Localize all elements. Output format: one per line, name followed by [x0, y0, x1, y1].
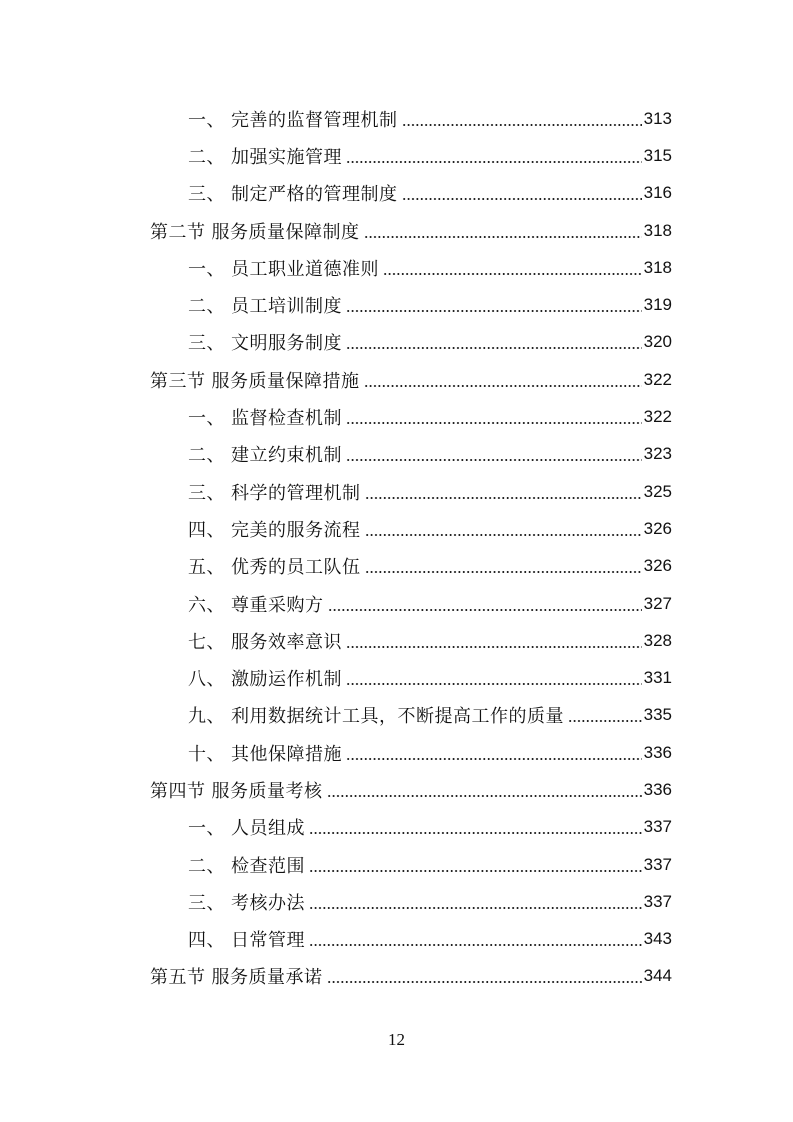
toc-entry-title — [188, 665, 342, 691]
toc-entry-number: 三、 — [188, 333, 225, 355]
toc-entry-text: 激励运作机制 — [231, 669, 342, 691]
toc-entry-title — [188, 553, 361, 579]
toc-entry-page: 323 — [643, 444, 672, 464]
toc-entry-title — [188, 740, 342, 766]
toc-entry-text: 文明服务制度 — [231, 333, 342, 355]
dot-leader — [346, 459, 642, 461]
toc-entry-number: 第三节 — [150, 370, 206, 392]
toc-entry-number: 一、 — [188, 408, 225, 430]
toc-entry-title — [150, 777, 323, 803]
dot-leader — [309, 832, 642, 834]
toc-entry-text: 利用数据统计工具，不断提高工作的质量 — [231, 706, 564, 728]
toc-entry-title — [188, 329, 342, 355]
toc-entry-number: 一、 — [188, 818, 225, 840]
toc-entry-page: 337 — [643, 854, 672, 874]
toc-entry-number: 二、 — [188, 445, 225, 467]
toc-entry-text: 尊重采购方 — [231, 594, 324, 616]
toc-entry-title — [150, 963, 323, 989]
toc-entry-page: 318 — [643, 257, 672, 277]
toc-entry-page: 331 — [643, 668, 672, 688]
toc-item-entry[interactable] — [0, 175, 793, 212]
toc-entry-text: 完善的监督管理机制 — [231, 109, 398, 131]
toc-entry-page: 319 — [643, 295, 672, 315]
page-number: 12 — [388, 1030, 405, 1049]
toc-entry-text: 科学的管理机制 — [231, 482, 361, 504]
toc-entry-text: 服务质量保障措施 — [211, 370, 360, 392]
toc-entry-text: 监督检查机制 — [231, 408, 342, 430]
dot-leader — [365, 571, 642, 573]
toc-entry-text: 员工培训制度 — [231, 296, 342, 318]
toc-entry-title — [188, 479, 361, 505]
toc-entry-number: 三、 — [188, 482, 225, 504]
toc-entry-number: 九、 — [188, 706, 225, 728]
toc-entry-page: 322 — [643, 369, 672, 389]
toc-item-entry[interactable] — [0, 548, 793, 585]
toc-entry-page: 320 — [643, 332, 672, 352]
dot-leader — [309, 870, 642, 872]
toc-entry-page: 326 — [643, 556, 672, 576]
toc-item-entry[interactable] — [0, 921, 793, 958]
toc-section-entry[interactable] — [0, 958, 793, 995]
dot-leader — [346, 347, 642, 349]
dot-leader — [346, 310, 642, 312]
dot-leader — [327, 795, 642, 797]
toc-item-entry[interactable] — [0, 510, 793, 547]
dot-leader — [568, 720, 642, 722]
toc-entry-text: 人员组成 — [231, 818, 305, 840]
toc-item-entry[interactable] — [0, 697, 793, 734]
toc-entry-text: 服务效率意识 — [231, 631, 342, 653]
dot-leader — [402, 124, 642, 126]
toc-entry-number: 十、 — [188, 743, 225, 765]
toc-entry-text: 服务质量保障制度 — [211, 221, 360, 243]
toc-entry-text: 员工职业道德准则 — [231, 258, 379, 280]
toc-entry-title — [188, 106, 398, 132]
toc-entry-number: 一、 — [188, 109, 225, 131]
toc-entry-title — [188, 143, 342, 169]
toc-item-entry[interactable] — [0, 324, 793, 361]
dot-leader — [346, 683, 642, 685]
toc-entry-text: 服务质量考核 — [211, 780, 323, 802]
toc-item-entry[interactable] — [0, 100, 793, 137]
toc-item-entry[interactable] — [0, 659, 793, 696]
toc-entry-page: 337 — [643, 817, 672, 837]
toc-entry-number: 三、 — [188, 184, 225, 206]
toc-entry-number: 二、 — [188, 296, 225, 318]
toc-item-entry[interactable] — [0, 436, 793, 473]
toc-section-entry[interactable] — [0, 212, 793, 249]
dot-leader — [383, 273, 642, 275]
dot-leader — [346, 422, 642, 424]
toc-item-entry[interactable] — [0, 883, 793, 920]
toc-item-entry[interactable] — [0, 137, 793, 174]
toc-entry-text: 服务质量承诺 — [211, 967, 323, 989]
dot-leader — [309, 944, 642, 946]
toc-entry-number: 八、 — [188, 669, 225, 691]
toc-entry-text: 日常管理 — [231, 930, 305, 952]
dot-leader — [346, 646, 642, 648]
toc-entry-text: 制定严格的管理制度 — [231, 184, 398, 206]
toc-entry-title — [188, 814, 305, 840]
toc-entry-title — [188, 628, 342, 654]
toc-entry-title — [188, 180, 398, 206]
toc-entry-text: 完美的服务流程 — [231, 519, 361, 541]
toc-entry-page: 336 — [643, 742, 672, 762]
dot-leader — [346, 758, 642, 760]
toc-entry-page: 336 — [643, 779, 672, 799]
toc-entry-text: 考核办法 — [231, 892, 305, 914]
toc-entry-text: 其他保障措施 — [231, 743, 342, 765]
dot-leader — [328, 609, 642, 611]
toc-entry-page: 335 — [643, 705, 672, 725]
toc-entry-title — [188, 255, 379, 281]
dot-leader — [364, 385, 642, 387]
toc-entry-text: 优秀的员工队伍 — [231, 557, 361, 579]
toc-entry-page: 327 — [643, 593, 672, 613]
toc-entry-title — [188, 516, 361, 542]
toc-entry-number: 二、 — [188, 855, 225, 877]
toc-item-entry[interactable] — [0, 846, 793, 883]
toc-entry-number: 四、 — [188, 930, 225, 952]
toc-item-entry[interactable] — [0, 622, 793, 659]
toc-entry-title — [188, 926, 305, 952]
toc-entry-page: 326 — [643, 518, 672, 538]
dot-leader — [364, 236, 642, 238]
toc-entry-page: 322 — [643, 407, 672, 427]
toc-entry-title — [188, 852, 305, 878]
toc-entry-page: 344 — [643, 966, 672, 986]
toc-entry-number: 第二节 — [150, 221, 206, 243]
dot-leader — [365, 534, 642, 536]
toc-entry-page: 343 — [643, 929, 672, 949]
toc-entry-text: 检查范围 — [231, 855, 305, 877]
toc-entry-text: 建立约束机制 — [231, 445, 342, 467]
toc-entry-page: 316 — [643, 183, 672, 203]
toc-entry-title — [188, 591, 324, 617]
toc-section-entry[interactable] — [0, 361, 793, 398]
toc-entry-title — [188, 441, 342, 467]
toc-entry-title — [150, 218, 360, 244]
toc-entry-number: 七、 — [188, 631, 225, 653]
table-of-contents — [0, 100, 793, 995]
toc-entry-number: 一、 — [188, 258, 225, 280]
toc-entry-number: 四、 — [188, 519, 225, 541]
toc-entry-number: 三、 — [188, 892, 225, 914]
toc-entry-number: 第五节 — [150, 967, 206, 989]
dot-leader — [365, 497, 642, 499]
dot-leader — [402, 198, 642, 200]
dot-leader — [346, 161, 642, 163]
toc-item-entry[interactable] — [0, 734, 793, 771]
toc-entry-page: 318 — [643, 220, 672, 240]
toc-section-entry[interactable] — [0, 771, 793, 808]
dot-leader — [327, 981, 642, 983]
toc-entry-title — [188, 292, 342, 318]
toc-entry-title — [150, 367, 360, 393]
toc-entry-number: 六、 — [188, 594, 225, 616]
toc-item-entry[interactable] — [0, 585, 793, 622]
toc-item-entry[interactable] — [0, 398, 793, 435]
toc-entry-title — [188, 702, 564, 728]
toc-entry-number: 二、 — [188, 146, 225, 168]
toc-entry-text: 加强实施管理 — [231, 146, 342, 168]
toc-entry-page: 315 — [643, 145, 672, 165]
toc-item-entry[interactable] — [0, 473, 793, 510]
toc-item-entry[interactable] — [0, 809, 793, 846]
toc-item-entry[interactable] — [0, 249, 793, 286]
toc-entry-number: 五、 — [188, 557, 225, 579]
toc-item-entry[interactable] — [0, 286, 793, 323]
toc-entry-page: 337 — [643, 891, 672, 911]
toc-entry-page: 313 — [643, 108, 672, 128]
toc-entry-number: 第四节 — [150, 780, 206, 802]
toc-entry-page: 328 — [643, 630, 672, 650]
toc-entry-page: 325 — [643, 481, 672, 501]
toc-entry-title — [188, 404, 342, 430]
toc-entry-title — [188, 889, 305, 915]
dot-leader — [309, 907, 642, 909]
